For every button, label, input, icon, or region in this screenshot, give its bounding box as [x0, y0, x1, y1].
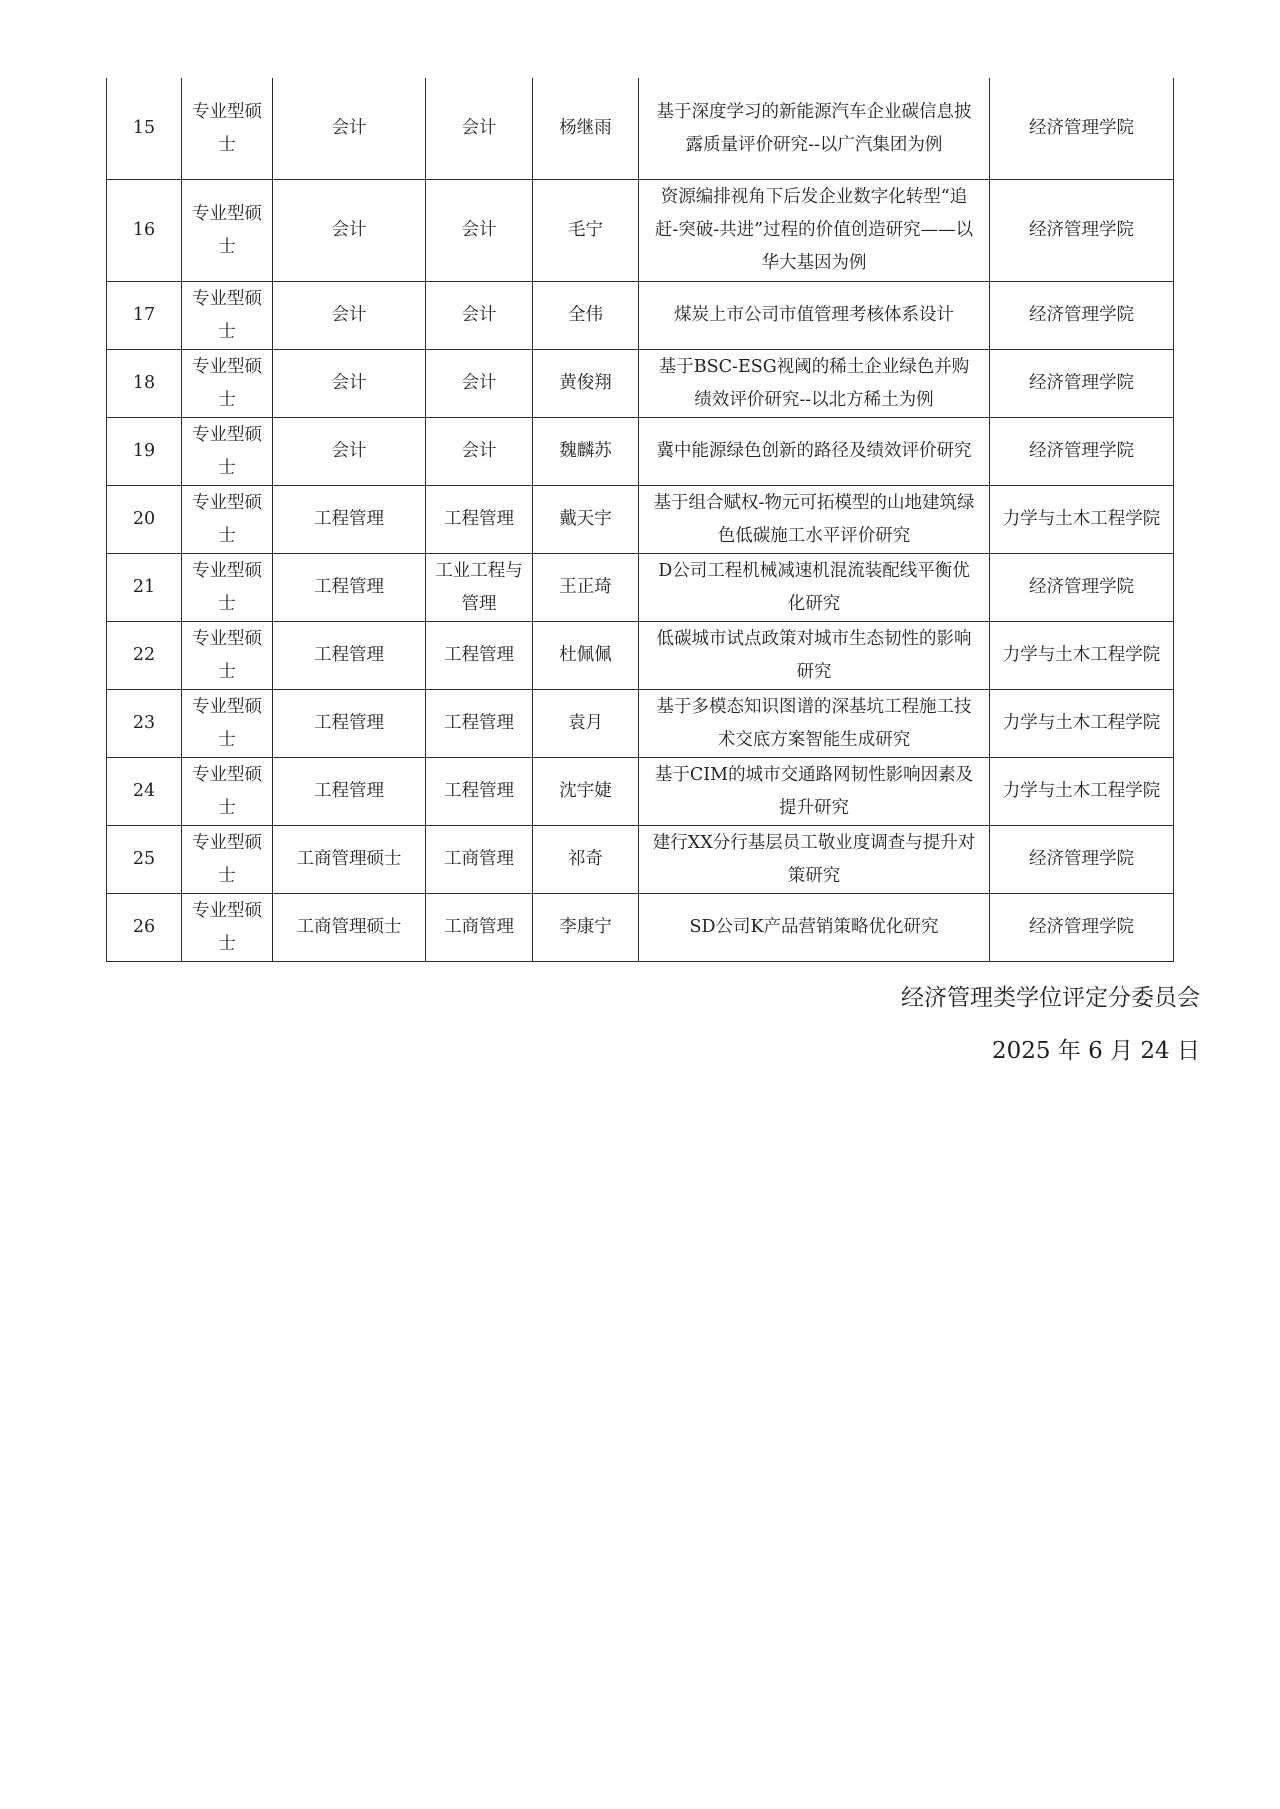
degree-type-cell	[182, 486, 273, 554]
thesis-title-cell	[639, 894, 990, 962]
college-name-cell	[990, 350, 1174, 418]
degree-type-cell	[182, 350, 273, 418]
major-field: 工程管理	[444, 509, 514, 529]
major-field: 会计	[461, 220, 497, 240]
committee-signature: 经济管理类学位评定分委员会	[901, 985, 1200, 1011]
student-name: 李康宁	[559, 917, 612, 937]
row-number: 21	[132, 577, 156, 597]
table-row	[107, 690, 1174, 758]
degree-type: 专业型硕士	[192, 560, 262, 614]
degree-category-cell	[273, 486, 426, 554]
student-name: 魏麟苏	[559, 441, 612, 461]
degree-type: 专业型硕士	[192, 764, 262, 818]
thesis-title: 资源编排视角下后发企业数字化转型“追赶-突破-共进”过程的价值创造研究——以华大基因为例	[654, 187, 974, 273]
major-field: 工程管理	[444, 713, 514, 733]
degree-type: 专业型硕士	[192, 696, 262, 750]
student-name: 沈宇婕	[559, 781, 612, 801]
row-number: 25	[132, 849, 156, 869]
table-body	[107, 78, 1174, 962]
major-field-cell	[426, 826, 533, 894]
college-name: 力学与土木工程学院	[1002, 713, 1161, 733]
degree-type-cell	[182, 758, 273, 826]
degree-type: 专业型硕士	[192, 900, 262, 954]
row-number: 22	[132, 645, 156, 665]
thesis-title: 煤炭上市公司市值管理考核体系设计	[674, 305, 954, 325]
student-name: 杜佩佩	[559, 645, 612, 665]
row-number-cell	[107, 282, 182, 350]
thesis-title-cell	[639, 758, 990, 826]
student-name-cell	[533, 78, 639, 180]
student-name-cell	[533, 690, 639, 758]
college-name-cell	[990, 282, 1174, 350]
thesis-title-cell	[639, 690, 990, 758]
major-field-cell	[426, 282, 533, 350]
thesis-title-cell	[639, 622, 990, 690]
row-number-cell	[107, 894, 182, 962]
major-field: 工商管理	[444, 917, 514, 937]
student-name-cell	[533, 350, 639, 418]
student-name: 王正琦	[559, 577, 612, 597]
major-field: 工程管理	[444, 645, 514, 665]
college-name: 经济管理学院	[1029, 220, 1134, 240]
table-row	[107, 758, 1174, 826]
degree-type: 专业型硕士	[192, 424, 262, 478]
degree-category-cell	[273, 554, 426, 622]
degree-category: 工程管理	[314, 509, 384, 529]
thesis-title: 建行XX分行基层员工敬业度调查与提升对策研究	[652, 832, 976, 886]
degree-type-cell	[182, 690, 273, 758]
row-number-cell	[107, 690, 182, 758]
degree-category-cell	[273, 418, 426, 486]
thesis-title: 基于CIM的城市交通路网韧性影响因素及提升研究	[654, 764, 974, 818]
degree-type-cell	[182, 78, 273, 180]
student-name: 毛宁	[568, 220, 603, 240]
major-field: 会计	[461, 305, 497, 325]
major-field: 工业工程与管理	[435, 560, 523, 614]
major-field-cell	[426, 622, 533, 690]
student-name: 袁月	[568, 713, 603, 733]
degree-type-cell	[182, 826, 273, 894]
student-name-cell	[533, 622, 639, 690]
college-name-cell	[990, 418, 1174, 486]
student-name-cell	[533, 554, 639, 622]
college-name: 力学与土木工程学院	[1002, 509, 1161, 529]
row-number-cell	[107, 350, 182, 418]
row-number: 17	[132, 305, 156, 325]
row-number-cell	[107, 758, 182, 826]
student-name: 戴天宇	[559, 509, 612, 529]
college-name-cell	[990, 78, 1174, 180]
college-name-cell	[990, 554, 1174, 622]
college-name: 力学与土木工程学院	[1002, 645, 1161, 665]
college-name: 经济管理学院	[1029, 917, 1134, 937]
student-name-cell	[533, 486, 639, 554]
row-number: 20	[132, 509, 156, 529]
table-row	[107, 894, 1174, 962]
degree-type: 专业型硕士	[192, 101, 262, 155]
student-name: 全伟	[568, 305, 603, 325]
table-row	[107, 418, 1174, 486]
thesis-title-cell	[639, 486, 990, 554]
degree-type: 专业型硕士	[192, 288, 262, 342]
major-field: 会计	[461, 373, 497, 393]
degree-category: 工程管理	[314, 645, 384, 665]
degree-type-cell	[182, 554, 273, 622]
thesis-title-cell	[639, 554, 990, 622]
student-name-cell	[533, 826, 639, 894]
major-field-cell	[426, 418, 533, 486]
major-field: 会计	[461, 118, 497, 138]
degree-category: 会计	[331, 118, 367, 138]
degree-type-cell	[182, 894, 273, 962]
issue-date: 2025 年 6 月 24 日	[992, 1038, 1200, 1064]
major-field: 工商管理	[444, 849, 514, 869]
major-field-cell	[426, 180, 533, 282]
student-name-cell	[533, 282, 639, 350]
student-name: 祁奇	[568, 849, 603, 869]
degree-category-cell	[273, 350, 426, 418]
degree-category-cell	[273, 78, 426, 180]
college-name: 力学与土木工程学院	[1002, 781, 1161, 801]
degree-category: 工商管理硕士	[296, 917, 402, 937]
thesis-title: 低碳城市试点政策对城市生态韧性的影响研究	[656, 628, 972, 682]
student-name-cell	[533, 418, 639, 486]
college-name: 经济管理学院	[1029, 441, 1134, 461]
college-name: 经济管理学院	[1029, 577, 1134, 597]
thesis-title-cell	[639, 826, 990, 894]
row-number-cell	[107, 78, 182, 180]
thesis-title: 基于深度学习的新能源汽车企业碳信息披露质量评价研究--以广汽集团为例	[656, 101, 972, 155]
degree-category: 工商管理硕士	[296, 849, 402, 869]
degree-category-cell	[273, 690, 426, 758]
major-field: 会计	[461, 441, 497, 461]
thesis-title-cell	[639, 282, 990, 350]
row-number-cell	[107, 418, 182, 486]
table-row	[107, 622, 1174, 690]
degree-category-cell	[273, 180, 426, 282]
row-number: 15	[132, 118, 156, 138]
row-number: 18	[132, 373, 156, 393]
row-number-cell	[107, 486, 182, 554]
degree-type-cell	[182, 418, 273, 486]
degree-type: 专业型硕士	[192, 203, 262, 257]
degree-category-cell	[273, 282, 426, 350]
degree-category-cell	[273, 894, 426, 962]
table-row	[107, 282, 1174, 350]
thesis-title: 冀中能源绿色创新的路径及绩效评价研究	[656, 441, 972, 461]
college-name-cell	[990, 690, 1174, 758]
college-name-cell	[990, 622, 1174, 690]
degree-category: 会计	[331, 220, 367, 240]
table-row	[107, 486, 1174, 554]
student-name: 杨继雨	[559, 118, 612, 138]
row-number: 23	[132, 713, 156, 733]
major-field-cell	[426, 78, 533, 180]
row-number: 19	[132, 441, 156, 461]
college-name: 经济管理学院	[1029, 118, 1134, 138]
thesis-title-cell	[639, 78, 990, 180]
degree-category: 会计	[331, 441, 367, 461]
row-number: 24	[132, 781, 156, 801]
major-field-cell	[426, 690, 533, 758]
degree-type-cell	[182, 622, 273, 690]
table-row	[107, 350, 1174, 418]
college-name: 经济管理学院	[1029, 849, 1134, 869]
degree-category-cell	[273, 622, 426, 690]
major-field-cell	[426, 350, 533, 418]
degree-type: 专业型硕士	[192, 628, 262, 682]
row-number: 16	[132, 220, 156, 240]
row-number-cell	[107, 180, 182, 282]
thesis-title-cell	[639, 418, 990, 486]
major-field-cell	[426, 758, 533, 826]
thesis-title: 基于BSC-ESG视阈的稀土企业绿色并购绩效评价研究--以北方稀土为例	[658, 356, 970, 410]
major-field-cell	[426, 554, 533, 622]
thesis-title: 基于组合赋权-物元可拓模型的山地建筑绿色低碳施工水平评价研究	[653, 492, 975, 546]
degree-category-cell	[273, 758, 426, 826]
degree-category: 会计	[331, 305, 367, 325]
college-name: 经济管理学院	[1029, 305, 1134, 325]
college-name-cell	[990, 758, 1174, 826]
major-field-cell	[426, 894, 533, 962]
degree-category: 工程管理	[314, 577, 384, 597]
row-number-cell	[107, 554, 182, 622]
thesis-title-cell	[639, 350, 990, 418]
thesis-list-table	[106, 78, 1174, 962]
table-row	[107, 554, 1174, 622]
college-name-cell	[990, 826, 1174, 894]
thesis-title: SD公司K产品营销策略优化研究	[689, 917, 939, 937]
college-name: 经济管理学院	[1029, 373, 1134, 393]
thesis-title: 基于多模态知识图谱的深基坑工程施工技术交底方案智能生成研究	[656, 696, 972, 750]
student-name-cell	[533, 180, 639, 282]
degree-category: 工程管理	[314, 781, 384, 801]
major-field-cell	[426, 486, 533, 554]
college-name-cell	[990, 180, 1174, 282]
row-number-cell	[107, 826, 182, 894]
college-name-cell	[990, 894, 1174, 962]
degree-category: 会计	[331, 373, 367, 393]
student-name-cell	[533, 894, 639, 962]
degree-type-cell	[182, 282, 273, 350]
college-name-cell	[990, 486, 1174, 554]
table-row	[107, 78, 1174, 180]
degree-category-cell	[273, 826, 426, 894]
degree-type: 专业型硕士	[192, 492, 262, 546]
degree-type: 专业型硕士	[192, 356, 262, 410]
table-row	[107, 826, 1174, 894]
major-field: 工程管理	[444, 781, 514, 801]
degree-category: 工程管理	[314, 713, 384, 733]
row-number: 26	[132, 917, 156, 937]
thesis-title-cell	[639, 180, 990, 282]
thesis-title: D公司工程机械减速机混流装配线平衡优化研究	[658, 560, 970, 614]
degree-type-cell	[182, 180, 273, 282]
student-name-cell	[533, 758, 639, 826]
row-number-cell	[107, 622, 182, 690]
student-name: 黄俊翔	[559, 373, 612, 393]
table-row	[107, 180, 1174, 282]
degree-type: 专业型硕士	[192, 832, 262, 886]
